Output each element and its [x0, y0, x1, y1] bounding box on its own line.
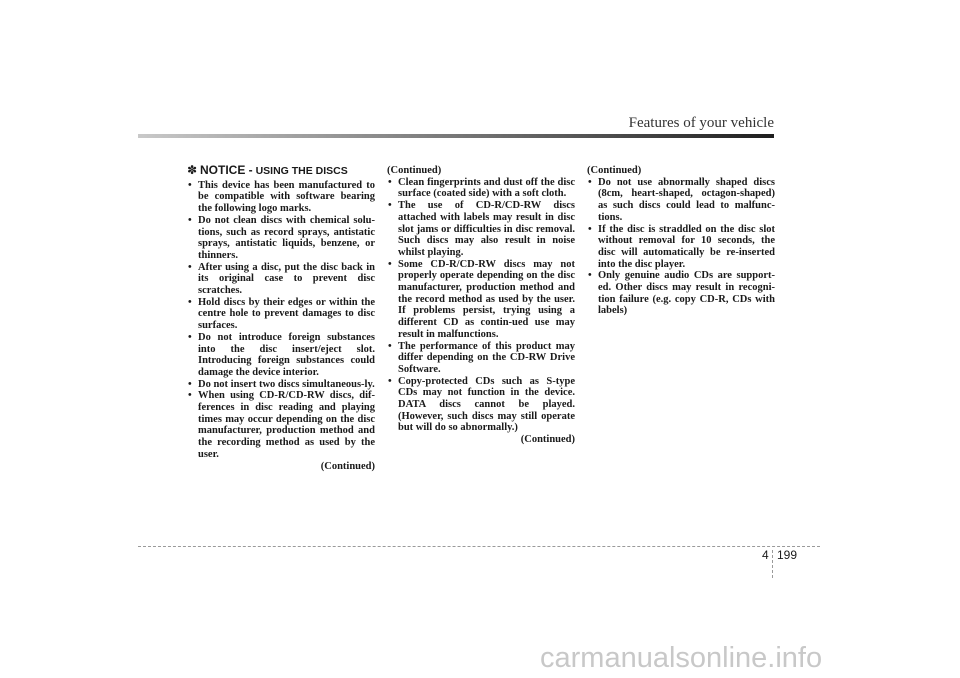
bullet-item: • Do not use abnormally shaped discs (8cm, heart-shaped, octagon-shaped) as such discs could lead to malfunc-tions. [587, 177, 775, 224]
bullet-item: • After using a disc, put the disc back in its original case to prevent disc scratches. [187, 262, 375, 297]
bullet-item: • This device has been manufactured to be compatible with software bearing the following logo marks. [187, 180, 375, 215]
bullet-item: • If the disc is straddled on the disc slot without removal for 10 seconds, the disc will automatically be re-inserted into the disc player. [587, 224, 775, 271]
bullet-item: • When using CD-R/CD-RW discs, dif-ferences in disc reading and playing times may occur depending on the disc manufacturer, production method and the recording method as used by the user. [187, 390, 375, 460]
bullet-item: • The use of CD-R/CD-RW discs attached with labels may result in disc slot jams or difficulties in disc removal. Such discs may also result in noise whilst playing. [387, 200, 575, 259]
bullet-item: • Do not insert two discs simultaneous-ly. [187, 379, 375, 391]
continued-label: (Continued) [387, 165, 442, 176]
bullet-item: • Do not introduce foreign substances into the disc insert/eject slot. Introducing foreign substances could damage the device interior. [187, 332, 375, 379]
bullet-item: • Hold discs by their edges or within the centre hole to prevent damages to disc surfaces. [187, 297, 375, 332]
column-2-bullets [387, 177, 575, 434]
column-1-bullets [187, 180, 375, 461]
column-1 [187, 165, 375, 472]
bullet-item: • Copy-protected CDs such as S-type CDs may not function in the device. DATA discs cannot be played. (However, such discs may still operate but will do so abnormally.) [387, 376, 575, 435]
column-2 [387, 165, 575, 446]
chapter-number: 4 [762, 548, 769, 562]
continued-label: (Continued) [587, 165, 642, 176]
watermark: carmanualsonline.info [540, 642, 823, 674]
notice-topic: USING THE DISCS [255, 165, 348, 177]
page-number: 199 [777, 548, 798, 562]
footer-rule [138, 546, 820, 547]
notice-label: NOTICE - [199, 163, 253, 177]
bullet-item: • Do not clean discs with chemical solu-tions, such as record sprays, antistatic sprays, antistatic liquids, benzene, or thinners. [187, 215, 375, 262]
page-header-title: Features of your vehicle [628, 115, 774, 131]
bullet-item: • Clean fingerprints and dust off the disc surface (coated side) with a soft cloth. [387, 177, 575, 200]
bullet-item: • Only genuine audio CDs are support-ed. Other discs may result in recogni-tion failure (e.g. copy CD-R, CDs with labels) [587, 270, 775, 317]
notice-heading [187, 165, 375, 178]
column-3 [587, 165, 775, 317]
bullet-item: • Some CD-R/CD-RW discs may not properly operate depending on the disc manufacturer, production method and the record method as used by the user. If problems persist, trying using a different CD as contin-ued use may result in malfunctions. [387, 259, 575, 341]
continued-label: (Continued) [320, 460, 375, 472]
notice-star-icon: ✽ [187, 163, 198, 177]
bullet-item: • The performance of this product may differ depending on the CD-RW Drive Software. [387, 341, 575, 376]
page-number-divider [772, 550, 773, 578]
header-rule [138, 134, 774, 138]
column-3-bullets [587, 177, 775, 317]
continued-label: (Continued) [520, 434, 575, 446]
